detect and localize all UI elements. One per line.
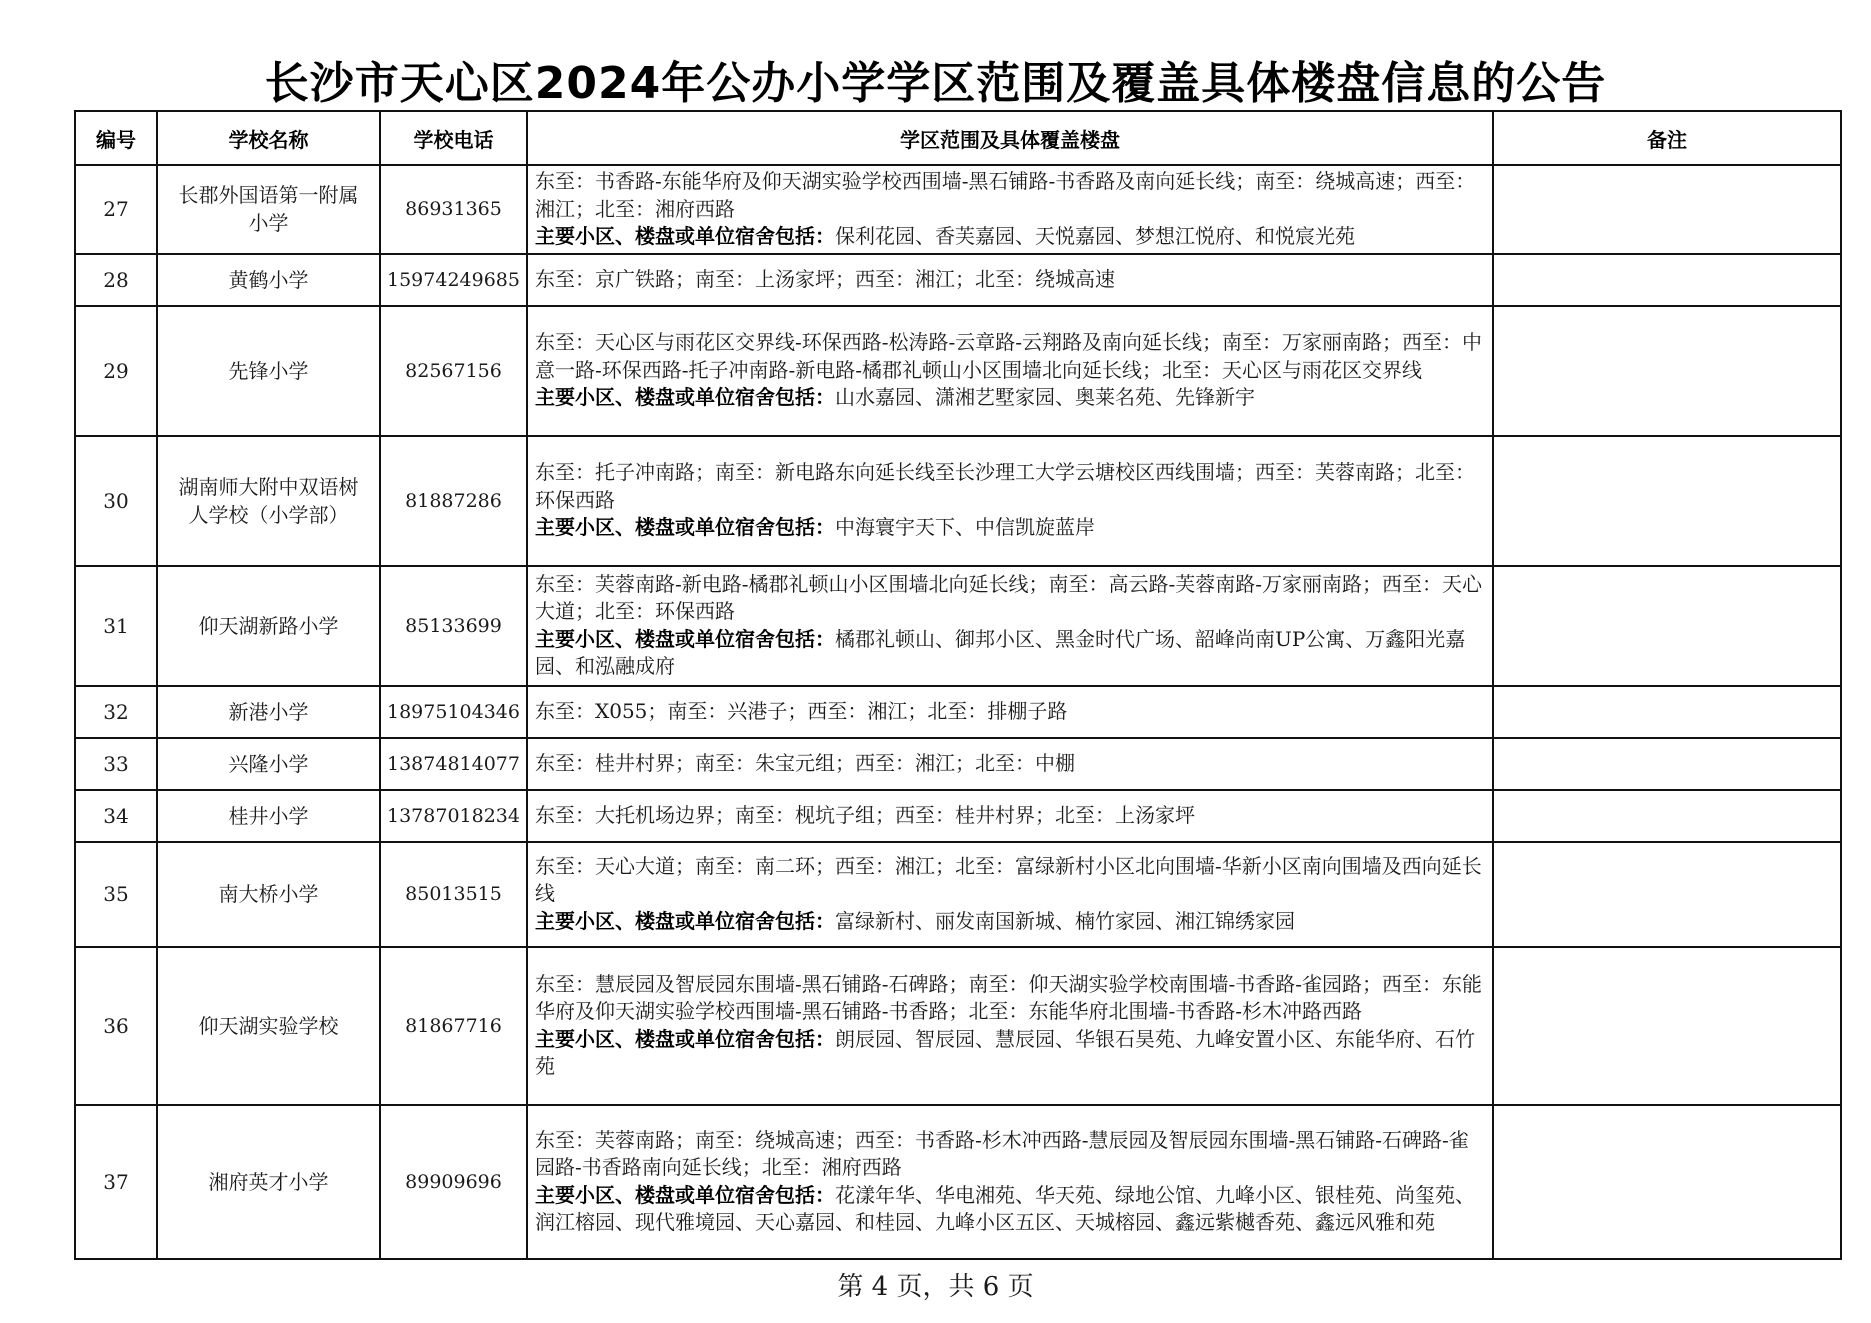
table-row <box>75 566 1841 686</box>
cell-scope <box>527 790 1493 842</box>
cell-number: 37 <box>75 1105 157 1259</box>
table-row <box>75 790 1841 842</box>
cell-phone: 81867716 <box>380 947 527 1105</box>
scope-includes-line <box>535 514 1486 542</box>
cell-remark <box>1493 436 1841 566</box>
cell-school: 仰天湖实验学校 <box>157 947 380 1105</box>
cell-phone: 86931365 <box>380 165 527 254</box>
scope-boundary-text: 东至：X055；南至：兴港子；西至：湘江；北至：排棚子路 <box>535 698 1068 723</box>
header-phone: 学校电话 <box>380 111 527 165</box>
cell-number: 28 <box>75 254 157 306</box>
cell-phone: 85013515 <box>380 842 527 947</box>
cell-school: 湖南师大附中双语树人学校（小学部） <box>157 436 380 566</box>
includes-list: 花漾年华、华电湘苑、华天苑、绿地公馆、九峰小区、银桂苑、尚玺苑、润江榕园、现代雅境园、天心嘉园、和桂园、九峰小区五区、天城榕园、鑫远紫樾香苑、鑫远风雅和苑 <box>535 1182 1475 1234</box>
cell-number: 33 <box>75 738 157 790</box>
cell-school: 湘府英才小学 <box>157 1105 380 1259</box>
cell-scope <box>527 1105 1493 1259</box>
cell-remark <box>1493 790 1841 842</box>
includes-list: 中海寰宇天下、中信凯旋蓝岸 <box>835 515 1095 540</box>
cell-phone: 82567156 <box>380 306 527 436</box>
cell-number: 30 <box>75 436 157 566</box>
cell-scope <box>527 306 1493 436</box>
table-body <box>75 165 1841 1259</box>
includes-list: 富绿新村、丽发南国新城、楠竹家园、湘江锦绣家园 <box>835 908 1295 933</box>
scope-includes-line <box>535 1026 1486 1081</box>
cell-scope <box>527 686 1493 738</box>
scope-includes-line <box>535 908 1486 936</box>
cell-school: 黄鹤小学 <box>157 254 380 306</box>
scope-boundary-text: 东至：桂井村界；南至：朱宝元组；西至：湘江；北至：中棚 <box>535 750 1075 775</box>
scope-includes-line <box>535 1182 1486 1237</box>
cell-remark <box>1493 842 1841 947</box>
scope-boundary-text: 东至：慧辰园及智辰园东围墙-黑石铺路-石碑路；南至：仰天湖实验学校南围墙-书香路-雀园路；西至：东能华府及仰天湖实验学校西围墙-黑石铺路-书香路；北至：东能华府北围墙-书香路-杉木冲路西路 <box>535 971 1483 1023</box>
cell-phone: 81887286 <box>380 436 527 566</box>
scope-boundary-text: 东至：京广铁路；南至：上汤家坪；西至：湘江；北至：绕城高速 <box>535 266 1115 291</box>
includes-label: 主要小区、楼盘或单位宿舍包括： <box>535 385 835 410</box>
includes-list: 保利花园、香芙嘉园、天悦嘉园、梦想江悦府、和悦宸光苑 <box>835 224 1355 248</box>
scope-boundary-text: 东至：书香路-东能华府及仰天湖实验学校西围墙-黑石铺路-书香路及南向延长线；南至：绕城高速；西至：湘江；北至：湘府西路 <box>535 169 1476 221</box>
header-remark: 备注 <box>1493 111 1841 165</box>
cell-number: 35 <box>75 842 157 947</box>
cell-phone: 18975104346 <box>380 686 527 738</box>
table-header-row <box>75 111 1841 165</box>
page-title: 长沙市天心区2024年公办小学学区范围及覆盖具体楼盘信息的公告 <box>264 58 1607 109</box>
cell-number: 32 <box>75 686 157 738</box>
cell-school: 桂井小学 <box>157 790 380 842</box>
table-row <box>75 947 1841 1105</box>
table-row <box>75 254 1841 306</box>
header-school: 学校名称 <box>157 111 380 165</box>
cell-remark <box>1493 1105 1841 1259</box>
cell-remark <box>1493 738 1841 790</box>
includes-label: 主要小区、楼盘或单位宿舍包括： <box>535 626 835 651</box>
includes-label: 主要小区、楼盘或单位宿舍包括： <box>535 1026 835 1051</box>
cell-school: 仰天湖新路小学 <box>157 566 380 686</box>
cell-number: 29 <box>75 306 157 436</box>
cell-number: 27 <box>75 165 157 254</box>
cell-school: 新港小学 <box>157 686 380 738</box>
school-district-table <box>74 110 1842 1260</box>
scope-boundary-text: 东至：天心区与雨花区交界线-环保西路-松涛路-云章路-云翔路及南向延长线；南至：万家丽南路；西至：中意一路-环保西路-托子冲南路-新电路-橘郡礼顿山小区围墙北向延长线；北至：天心区与雨花区交界线 <box>535 330 1483 382</box>
cell-school: 先锋小学 <box>157 306 380 436</box>
includes-list: 橘郡礼顿山、御邦小区、黑金时代广场、韶峰尚南UP公寓、万鑫阳光嘉园、和泓融成府 <box>535 626 1466 678</box>
scope-boundary-text: 东至：芙蓉南路-新电路-橘郡礼顿山小区围墙北向延长线；南至：高云路-芙蓉南路-万家丽南路；西至：天心大道；北至：环保西路 <box>535 571 1483 623</box>
includes-label: 主要小区、楼盘或单位宿舍包括： <box>535 224 835 248</box>
cell-number: 31 <box>75 566 157 686</box>
scope-boundary-text: 东至：托子冲南路；南至：新电路东向延长线至长沙理工大学云塘校区西线围墙；西至：芙蓉南路；北至：环保西路 <box>535 460 1475 512</box>
scope-includes-line <box>535 223 1486 251</box>
header-number: 编号 <box>75 111 157 165</box>
includes-label: 主要小区、楼盘或单位宿舍包括： <box>535 1182 835 1207</box>
cell-school: 长郡外国语第一附属小学 <box>157 165 380 254</box>
cell-scope <box>527 165 1493 254</box>
cell-phone: 85133699 <box>380 566 527 686</box>
cell-scope <box>527 254 1493 306</box>
includes-list: 朗辰园、智辰园、慧辰园、华银石昊苑、九峰安置小区、东能华府、石竹苑 <box>535 1026 1475 1078</box>
cell-remark <box>1493 686 1841 738</box>
scope-includes-line <box>535 384 1486 412</box>
cell-school: 南大桥小学 <box>157 842 380 947</box>
header-scope: 学区范围及具体覆盖楼盘 <box>527 111 1493 165</box>
cell-remark <box>1493 947 1841 1105</box>
table-row <box>75 165 1841 254</box>
cell-scope <box>527 738 1493 790</box>
scope-boundary-text: 东至：天心大道；南至：南二环；西至：湘江；北至：富绿新村小区北向围墙-华新小区南向围墙及西向延长线 <box>535 853 1482 906</box>
table-row <box>75 686 1841 738</box>
scope-boundary-text: 东至：大托机场边界；南至：枧坑子组；西至：桂井村界；北至：上汤家坪 <box>535 802 1195 827</box>
cell-number: 34 <box>75 790 157 842</box>
cell-remark <box>1493 566 1841 686</box>
cell-phone: 89909696 <box>380 1105 527 1259</box>
includes-label: 主要小区、楼盘或单位宿舍包括： <box>535 908 835 933</box>
cell-scope <box>527 566 1493 686</box>
includes-label: 主要小区、楼盘或单位宿舍包括： <box>535 515 835 540</box>
cell-remark <box>1493 165 1841 254</box>
scope-includes-line <box>535 626 1486 681</box>
scope-boundary-text: 东至：芙蓉南路；南至：绕城高速；西至：书香路-杉木冲西路-慧辰园及智辰园东围墙-黑石铺路-石碑路-雀园路-书香路南向延长线；北至：湘府西路 <box>535 1127 1469 1179</box>
cell-number: 36 <box>75 947 157 1105</box>
cell-scope <box>527 947 1493 1105</box>
cell-scope <box>527 436 1493 566</box>
cell-remark <box>1493 306 1841 436</box>
page-footer: 第 4 页，共 6 页 <box>837 1272 1034 1302</box>
table-row <box>75 738 1841 790</box>
table-row <box>75 306 1841 436</box>
table-row <box>75 842 1841 947</box>
includes-list: 山水嘉园、潇湘艺墅家园、奥莱名苑、先锋新宇 <box>835 385 1255 410</box>
cell-phone: 15974249685 <box>380 254 527 306</box>
table-row <box>75 1105 1841 1259</box>
cell-school: 兴隆小学 <box>157 738 380 790</box>
cell-phone: 13787018234 <box>380 790 527 842</box>
cell-scope <box>527 842 1493 947</box>
cell-remark <box>1493 254 1841 306</box>
cell-phone: 13874814077 <box>380 738 527 790</box>
table-row <box>75 436 1841 566</box>
